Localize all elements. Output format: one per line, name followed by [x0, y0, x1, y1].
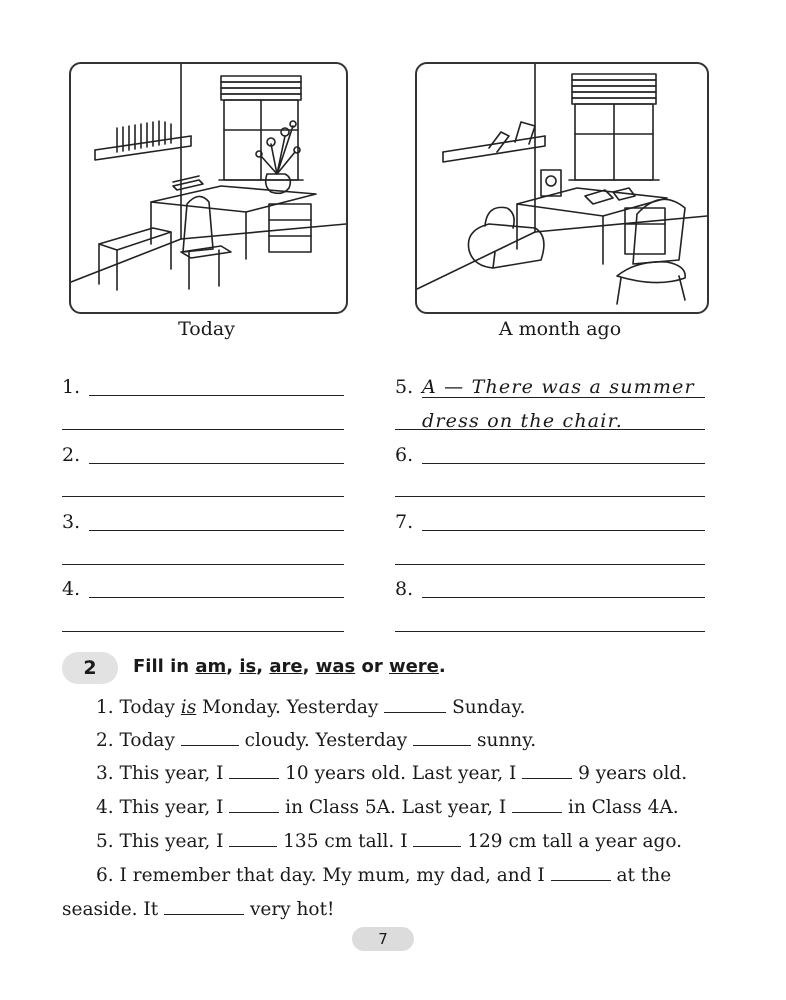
fill-blank[interactable] [229, 796, 279, 813]
answer-line[interactable] [62, 631, 344, 632]
answer-line[interactable] [395, 631, 705, 632]
answer-line[interactable] [62, 564, 344, 565]
separator: , [302, 656, 316, 677]
sentence-text: cloudy. Yesterday [238, 730, 414, 751]
separator: , [226, 656, 240, 677]
caption-today: Today [178, 318, 235, 340]
sentence-text: 5. This year, I [96, 831, 230, 852]
word-are: are [269, 656, 303, 677]
word-were: were [388, 656, 439, 677]
separator: , [256, 656, 270, 677]
answer-line[interactable] [62, 429, 344, 430]
exercise-number-badge: 2 [62, 652, 118, 684]
fill-blank[interactable] [522, 762, 572, 779]
sentence-text: in Class 4A. [562, 797, 679, 818]
answer-line[interactable] [422, 530, 705, 531]
sentence-3 [96, 762, 687, 784]
sentence-text: 6. I remember that day. My mum, my dad, and I [96, 865, 551, 886]
sentence-text: 1. Today [96, 697, 181, 718]
answer-line[interactable] [89, 463, 344, 464]
answer-number: 3. [62, 511, 81, 533]
answer-line[interactable] [89, 395, 344, 396]
word-is: is [239, 656, 257, 677]
answer-number: 5. [395, 376, 414, 398]
picture-today [69, 62, 348, 314]
sentence-text: Monday. Yesterday [196, 697, 385, 718]
answer-line[interactable] [62, 496, 344, 497]
sentence-text: 129 cm tall a year ago. [461, 831, 683, 852]
example-answer-line-1: A — There was a summer [422, 376, 695, 398]
picture-month-ago [415, 62, 709, 314]
fill-blank[interactable] [384, 696, 446, 713]
sentence-5 [96, 830, 682, 852]
answer-line[interactable] [89, 530, 344, 531]
fill-blank[interactable] [229, 762, 279, 779]
separator: or [355, 656, 389, 677]
answer-number: 4. [62, 578, 81, 600]
sentence-text: 4. This year, I [96, 797, 230, 818]
answer-number: 8. [395, 578, 414, 600]
sentence-text: at the [610, 865, 672, 886]
example-answer-line-2: dress on the chair. [422, 410, 624, 432]
sentence-1 [96, 696, 525, 718]
fill-blank[interactable] [413, 830, 461, 847]
answer-number: 6. [395, 444, 414, 466]
answer-number: 1. [62, 376, 81, 398]
answer-line[interactable] [89, 597, 344, 598]
example-filled-word: is [180, 697, 197, 718]
caption-month-ago: A month ago [498, 318, 622, 340]
fill-blank[interactable] [229, 830, 277, 847]
sentence-text: seaside. It [62, 899, 165, 920]
sentence-text: Sunday. [446, 697, 526, 718]
answer-number: 7. [395, 511, 414, 533]
sentence-text: 135 cm tall. I [277, 831, 414, 852]
sentence-text: 3. This year, I [96, 763, 230, 784]
answer-line[interactable] [395, 496, 705, 497]
separator: . [438, 656, 446, 677]
sentence-6-continued [62, 898, 334, 920]
answer-line[interactable] [422, 597, 705, 598]
sentence-6 [96, 864, 671, 886]
fill-blank[interactable] [181, 729, 239, 746]
fill-blank[interactable] [164, 898, 244, 915]
instruction-prefix: Fill in [133, 656, 196, 677]
sentence-4 [96, 796, 679, 818]
answer-line[interactable] [395, 564, 705, 565]
sentence-text: 10 years old. Last year, I [279, 763, 523, 784]
word-was: was [315, 656, 356, 677]
fill-blank[interactable] [512, 796, 562, 813]
sentence-text: very hot! [244, 899, 335, 920]
exercise-instruction [133, 656, 446, 677]
answer-line[interactable] [422, 463, 705, 464]
fill-blank[interactable] [551, 864, 611, 881]
answer-number: 2. [62, 444, 81, 466]
sentence-2 [96, 729, 536, 751]
sentence-text: sunny. [471, 730, 537, 751]
word-am: am [195, 656, 227, 677]
page-number: 7 [352, 927, 414, 951]
sentence-text: 2. Today [96, 730, 181, 751]
fill-blank[interactable] [413, 729, 471, 746]
sentence-text: 9 years old. [572, 763, 688, 784]
sentence-text: in Class 5A. Last year, I [279, 797, 513, 818]
